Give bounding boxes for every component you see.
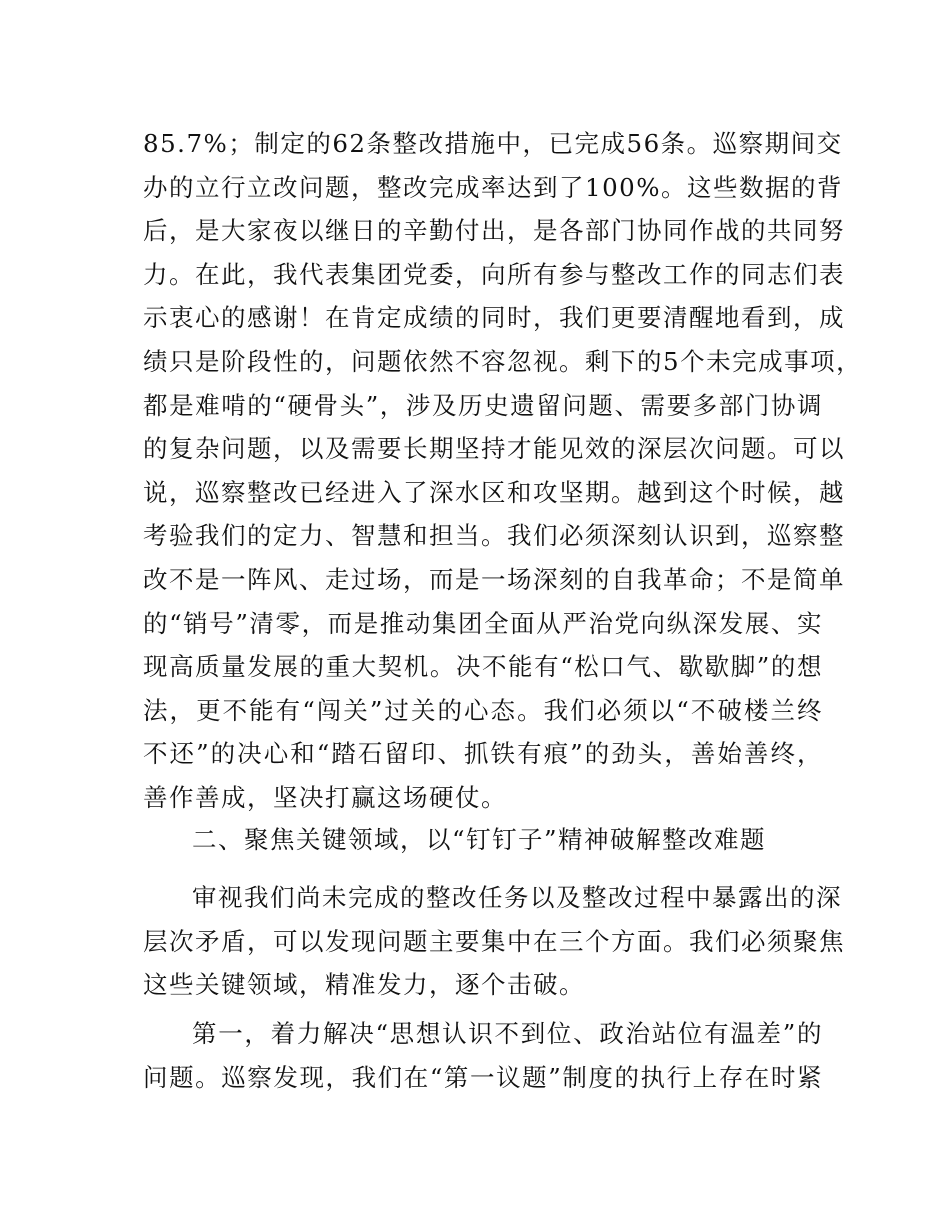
body-paragraph <box>143 1012 823 1099</box>
text-line: 现高质量发展的重大契机。决不能有“松口气、歇歇脚”的想 <box>143 652 823 682</box>
text-line: 示衷心的感谢！在肯定成绩的同时，我们更要清醒地看到，成 <box>143 303 845 333</box>
body-paragraph <box>143 122 863 820</box>
text-line: 考验我们的定力、智慧和担当。我们必须深刻认识到，巡察整 <box>143 521 845 551</box>
text-line: 的复杂问题，以及需要长期坚持才能见效的深层次问题。可以 <box>143 434 845 464</box>
text-line: 力。在此，我代表集团党委，向所有参与整改工作的同志们表 <box>143 259 845 289</box>
text-line: 的“销号”清零，而是推动集团全面从严治党向纵深发展、实 <box>143 608 823 638</box>
text-line: 改不是一阵风、走过场，而是一场深刻的自我革命；不是简单 <box>143 564 845 594</box>
text-line: 说，巡察整改已经进入了深水区和攻坚期。越到这个时候，越 <box>143 477 845 507</box>
text-line: 后，是大家夜以继日的辛勤付出，是各部门协同作战的共同努 <box>143 216 845 246</box>
text-line: 审视我们尚未完成的整改任务以及整改过程中暴露出的深 <box>192 883 842 912</box>
text-line: 这些关键领域，精准发力，逐个击破。 <box>143 970 585 1000</box>
text-line: 不还”的决心和“踏石留印、抓铁有痕”的劲头，善始善终， <box>143 739 823 769</box>
body-paragraph <box>143 876 845 1007</box>
text-line: 第一，着力解决“思想认识不到位、政治站位有温差”的 <box>192 1019 823 1048</box>
text-line: 层次矛盾，可以发现问题主要集中在三个方面。我们必须聚焦 <box>143 926 845 956</box>
text-line: 善作善成，坚决打赢这场硬仗。 <box>143 782 507 812</box>
section-heading <box>143 818 823 862</box>
text-line: 85.7%；制定的62条整改措施中，已完成56条。巡察期间交 <box>143 129 843 158</box>
section-heading-text: 二、聚焦关键领域，以“钉钉子”精神破解整改难题 <box>192 825 767 854</box>
text-line: 法，更不能有“闯关”过关的心态。我们必须以“不破楼兰终 <box>143 695 823 725</box>
text-line: 绩只是阶段性的，问题依然不容忽视。剩下的5个未完成事项， <box>143 346 863 376</box>
text-line: 问题。巡察发现，我们在“第一议题”制度的执行上存在时紧 <box>143 1062 823 1092</box>
text-line: 都是难啃的“硬骨头”，涉及历史遗留问题、需要多部门协调 <box>143 390 823 420</box>
text-line: 办的立行立改问题，整改完成率达到了100%。这些数据的背 <box>143 172 844 202</box>
